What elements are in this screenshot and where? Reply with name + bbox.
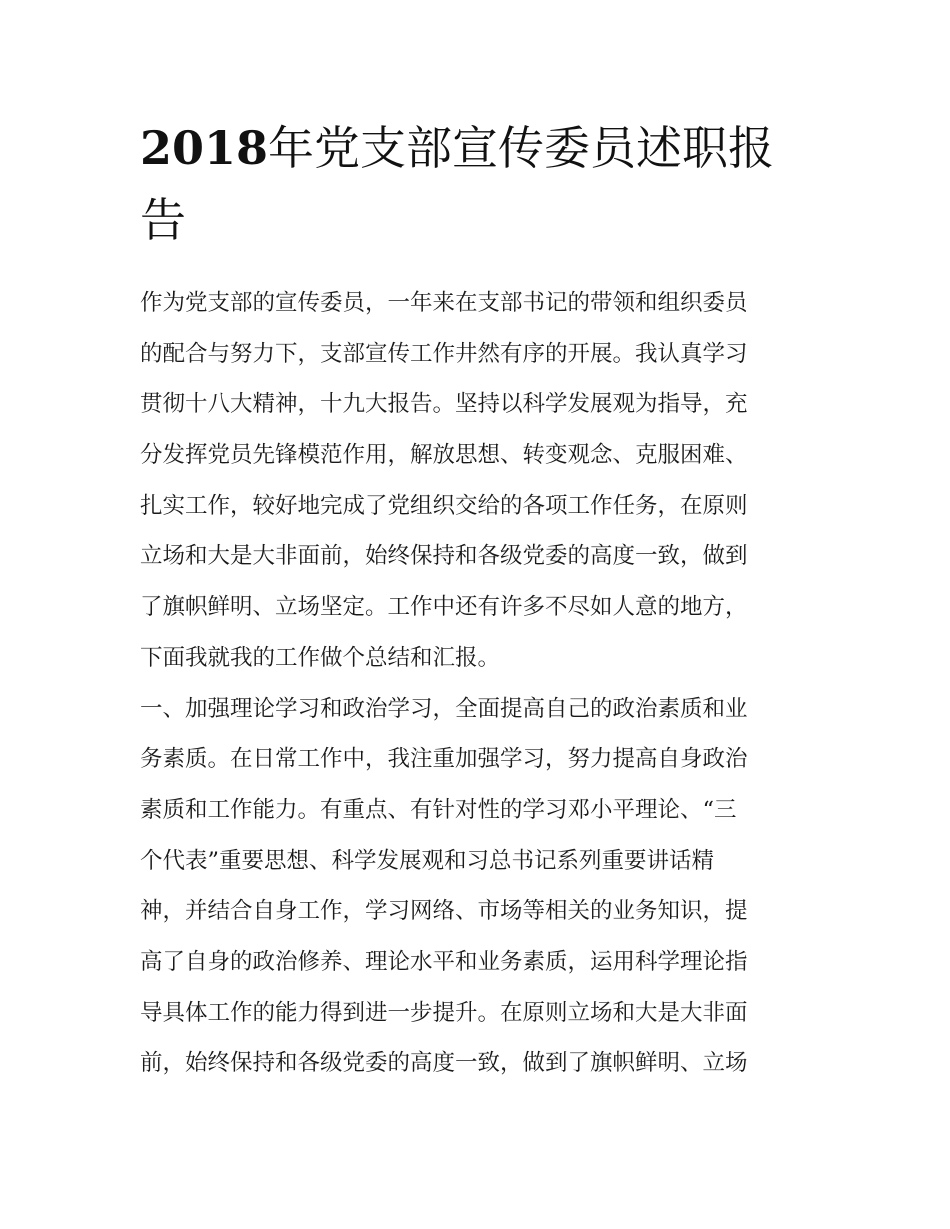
body-line: 高了自身的政治修养、理论水平和业务素质，运用科学理论指 [140,948,748,975]
title-text-line2: 告 [140,193,186,247]
title-year: 2018 [140,121,269,175]
body-line: 务素质。在日常工作中，我注重加强学习，努力提高自身政治 [140,746,748,773]
body-line: 立场和大是大非面前，始终保持和各级党委的高度一致，做到 [140,543,748,570]
body-line: 扎实工作，较好地完成了党组织交给的各项工作任务，在原则 [140,492,748,519]
body-line: 分发挥党员先锋模范作用，解放思想、转变观念、克服困难、 [140,442,748,469]
body-line: 了旗帜鲜明、立场坚定。工作中还有许多不尽如人意的地方， [140,594,748,621]
document-title [140,112,820,256]
title-text-line1: 年党支部宣传委员述职报 [268,121,775,175]
body-line: 的配合与努力下，支部宣传工作井然有序的开展。我认真学习 [140,340,748,367]
body-line: 个代表”重要思想、科学发展观和习总书记系列重要讲话精 [140,847,715,874]
body-line: 素质和工作能力。有重点、有针对性的学习邓小平理论、“三 [140,796,737,823]
body-line: 贯彻十八大精神，十九大报告。坚持以科学发展观为指导，充 [140,391,748,418]
body-line: 作为党支部的宣传委员，一年来在支部书记的带领和组织委员 [140,290,748,316]
body-line: 神，并结合自身工作，学习网络、市场等相关的业务知识，提 [140,898,748,925]
body-line: 下面我就我的工作做个总结和汇报。 [140,644,501,671]
body-line: 导具体工作的能力得到进一步提升。在原则立场和大是大非面 [140,999,748,1026]
body-line: 一、加强理论学习和政治学习，全面提高自己的政治素质和业 [140,695,748,722]
body-line: 前，始终保持和各级党委的高度一致，做到了旗帜鲜明、立场 [140,1050,748,1077]
document-body [140,278,820,1089]
